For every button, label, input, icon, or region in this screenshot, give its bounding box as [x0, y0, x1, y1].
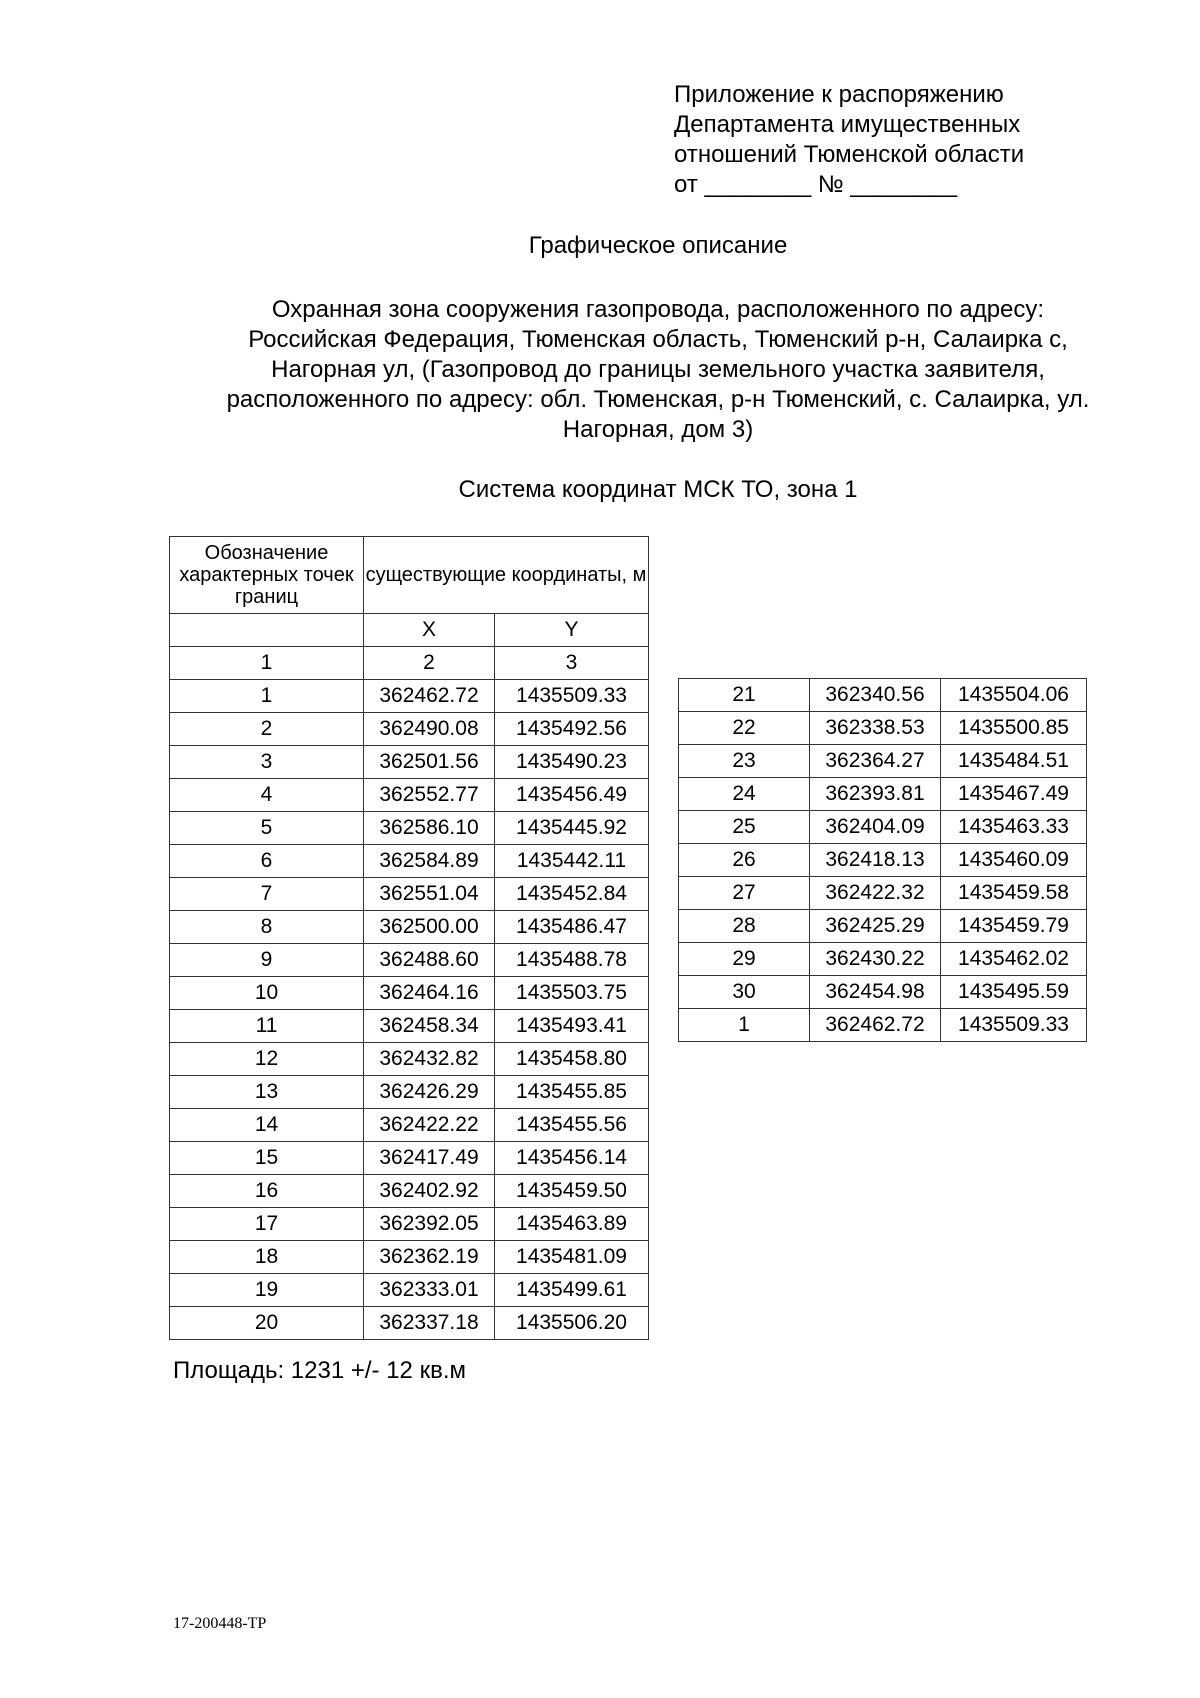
point-number-cell: 25 — [679, 811, 810, 844]
table-row — [679, 778, 1087, 811]
y-coordinate-cell: 1435458.80 — [495, 1043, 649, 1076]
y-coordinate-cell: 1435459.50 — [495, 1175, 649, 1208]
point-number-cell: 18 — [170, 1241, 364, 1274]
x-coordinate-cell: 362500.00 — [364, 911, 495, 944]
zone-description-line: Охранная зона сооружения газопровода, расположенного по адресу: — [271, 296, 1045, 323]
table-row — [170, 779, 649, 812]
x-coordinate-cell: 362393.81 — [810, 778, 941, 811]
x-coordinate-cell: 362340.56 — [810, 679, 941, 712]
x-coordinate-cell: 362490.08 — [364, 713, 495, 746]
y-coordinate-cell: 1435486.47 — [495, 911, 649, 944]
zone-description-line: расположенного по адресу: обл. Тюменская, р-н Тюменский, с. Салаирка, ул. — [226, 386, 1090, 413]
x-coordinate-cell: 362430.22 — [810, 943, 941, 976]
y-coordinate-cell: 1435467.49 — [941, 778, 1087, 811]
header-line: от ________ № ________ — [674, 171, 958, 198]
table-row — [170, 812, 649, 845]
table-row — [170, 845, 649, 878]
document-title: Графическое описание — [528, 232, 788, 259]
column-number-cell: 3 — [495, 647, 649, 680]
y-coordinate-cell: 1435509.33 — [941, 1009, 1087, 1042]
y-coordinate-cell: 1435506.20 — [495, 1307, 649, 1340]
point-number-cell: 7 — [170, 878, 364, 911]
y-coordinate-cell: 1435456.14 — [495, 1142, 649, 1175]
document-number: 17-200448-ТР — [173, 1615, 267, 1632]
point-number-cell: 26 — [679, 844, 810, 877]
x-coordinate-cell: 362417.49 — [364, 1142, 495, 1175]
table-row — [170, 680, 649, 713]
x-coordinate-cell: 362422.22 — [364, 1109, 495, 1142]
y-coordinate-cell: 1435488.78 — [495, 944, 649, 977]
x-coordinate-cell: 362551.04 — [364, 878, 495, 911]
x-coordinate-cell: 362462.72 — [810, 1009, 941, 1042]
y-coordinate-cell: 1435503.75 — [495, 977, 649, 1010]
y-coordinate-cell: 1435493.41 — [495, 1010, 649, 1043]
point-number-cell: 13 — [170, 1076, 364, 1109]
y-coordinate-cell: 1435442.11 — [495, 845, 649, 878]
y-coordinate-cell: 1435484.51 — [941, 745, 1087, 778]
point-number-cell: 1 — [170, 680, 364, 713]
table-row — [679, 811, 1087, 844]
point-number-cell: 11 — [170, 1010, 364, 1043]
table-row — [679, 844, 1087, 877]
header-x-cell: X — [364, 614, 495, 647]
point-number-cell: 4 — [170, 779, 364, 812]
x-coordinate-cell: 362337.18 — [364, 1307, 495, 1340]
table-row — [170, 1175, 649, 1208]
right-table-body — [679, 679, 1087, 1042]
point-number-cell: 3 — [170, 746, 364, 779]
x-coordinate-cell: 362404.09 — [810, 811, 941, 844]
x-coordinate-cell: 362584.89 — [364, 845, 495, 878]
point-number-cell: 20 — [170, 1307, 364, 1340]
table-row — [170, 1076, 649, 1109]
table-row — [679, 712, 1087, 745]
point-number-cell: 12 — [170, 1043, 364, 1076]
x-coordinate-cell: 362364.27 — [810, 745, 941, 778]
table-row — [170, 1010, 649, 1043]
y-coordinate-cell: 1435463.89 — [495, 1208, 649, 1241]
left-table-body — [170, 680, 649, 1340]
x-coordinate-cell: 362333.01 — [364, 1274, 495, 1307]
zone-description — [170, 295, 1146, 445]
y-coordinate-cell: 1435492.56 — [495, 713, 649, 746]
y-coordinate-cell: 1435462.02 — [941, 943, 1087, 976]
header-line: Приложение к распоряжению — [674, 81, 1004, 108]
x-coordinate-cell: 362426.29 — [364, 1076, 495, 1109]
zone-description-line: Российская Федерация, Тюменская область, Тюменский р-н, Салаирка с, — [248, 326, 1068, 353]
x-coordinate-cell: 362392.05 — [364, 1208, 495, 1241]
point-number-cell: 27 — [679, 877, 810, 910]
zone-description-line: Нагорная, дом 3) — [562, 416, 754, 443]
y-coordinate-cell: 1435509.33 — [495, 680, 649, 713]
table-row — [170, 1142, 649, 1175]
point-number-cell: 15 — [170, 1142, 364, 1175]
point-number-cell: 21 — [679, 679, 810, 712]
point-number-cell: 30 — [679, 976, 810, 1009]
x-coordinate-cell: 362488.60 — [364, 944, 495, 977]
coordinates-table-left — [169, 536, 649, 1340]
column-number-row — [170, 647, 649, 680]
header-point-cell: Обозначение характерных точек границ — [170, 537, 364, 614]
x-coordinate-cell: 362422.32 — [810, 877, 941, 910]
point-number-cell: 29 — [679, 943, 810, 976]
table-row — [170, 977, 649, 1010]
table-row — [170, 1307, 649, 1340]
point-number-cell: 22 — [679, 712, 810, 745]
table-row — [679, 910, 1087, 943]
table-row — [679, 877, 1087, 910]
area-label: Площадь: 1231 +/- 12 кв.м — [173, 1357, 466, 1384]
table-row — [170, 944, 649, 977]
table-header-row — [170, 537, 649, 614]
x-coordinate-cell: 362418.13 — [810, 844, 941, 877]
table-row — [170, 1241, 649, 1274]
y-coordinate-cell: 1435445.92 — [495, 812, 649, 845]
y-coordinate-cell: 1435459.58 — [941, 877, 1087, 910]
y-coordinate-cell: 1435463.33 — [941, 811, 1087, 844]
header-line: Департамента имущественных — [674, 111, 1021, 138]
table-row — [170, 878, 649, 911]
table-row — [679, 1009, 1087, 1042]
x-coordinate-cell: 362402.92 — [364, 1175, 495, 1208]
x-coordinate-cell: 362454.98 — [810, 976, 941, 1009]
point-number-cell: 28 — [679, 910, 810, 943]
table-row — [679, 679, 1087, 712]
coordinate-system-label: Система координат МСК ТО, зона 1 — [458, 476, 858, 503]
y-coordinate-cell: 1435495.59 — [941, 976, 1087, 1009]
y-coordinate-cell: 1435460.09 — [941, 844, 1087, 877]
x-coordinate-cell: 362338.53 — [810, 712, 941, 745]
zone-description-line: Нагорная ул, (Газопровод до границы земельного участка заявителя, — [271, 356, 1045, 383]
x-coordinate-cell: 362586.10 — [364, 812, 495, 845]
point-number-cell: 19 — [170, 1274, 364, 1307]
table-row — [679, 976, 1087, 1009]
table-row — [170, 1109, 649, 1142]
table-row — [170, 746, 649, 779]
y-coordinate-cell: 1435499.61 — [495, 1274, 649, 1307]
header-y-cell: Y — [495, 614, 649, 647]
table-row — [170, 1208, 649, 1241]
y-coordinate-cell: 1435452.84 — [495, 878, 649, 911]
point-number-cell: 8 — [170, 911, 364, 944]
x-coordinate-cell: 362432.82 — [364, 1043, 495, 1076]
y-coordinate-cell: 1435481.09 — [495, 1241, 649, 1274]
point-number-cell: 10 — [170, 977, 364, 1010]
point-number-cell: 9 — [170, 944, 364, 977]
empty-cell — [170, 614, 364, 647]
point-number-cell: 1 — [679, 1009, 810, 1042]
point-number-cell: 17 — [170, 1208, 364, 1241]
table-row — [170, 911, 649, 944]
table-row — [679, 943, 1087, 976]
coordinates-table-right — [678, 678, 1087, 1042]
y-coordinate-cell: 1435459.79 — [941, 910, 1087, 943]
column-number-cell: 1 — [170, 647, 364, 680]
x-coordinate-cell: 362552.77 — [364, 779, 495, 812]
point-number-cell: 23 — [679, 745, 810, 778]
y-coordinate-cell: 1435504.06 — [941, 679, 1087, 712]
point-number-cell: 24 — [679, 778, 810, 811]
x-coordinate-cell: 362462.72 — [364, 680, 495, 713]
y-coordinate-cell: 1435490.23 — [495, 746, 649, 779]
x-coordinate-cell: 362458.34 — [364, 1010, 495, 1043]
point-number-cell: 5 — [170, 812, 364, 845]
table-row — [679, 745, 1087, 778]
x-coordinate-cell: 362501.56 — [364, 746, 495, 779]
table-row — [170, 1043, 649, 1076]
y-coordinate-cell: 1435500.85 — [941, 712, 1087, 745]
y-coordinate-cell: 1435455.85 — [495, 1076, 649, 1109]
x-coordinate-cell: 362425.29 — [810, 910, 941, 943]
appendix-header — [674, 80, 1024, 200]
x-coordinate-cell: 362464.16 — [364, 977, 495, 1010]
y-coordinate-cell: 1435456.49 — [495, 779, 649, 812]
header-coords-cell: существующие координаты, м — [364, 537, 649, 614]
table-row — [170, 713, 649, 746]
x-coordinate-cell: 362362.19 — [364, 1241, 495, 1274]
point-number-cell: 14 — [170, 1109, 364, 1142]
point-number-cell: 16 — [170, 1175, 364, 1208]
point-number-cell: 2 — [170, 713, 364, 746]
header-line: отношений Тюменской области — [674, 141, 1025, 168]
point-number-cell: 6 — [170, 845, 364, 878]
table-row — [170, 1274, 649, 1307]
table-subheader-row — [170, 614, 649, 647]
column-number-cell: 2 — [364, 647, 495, 680]
y-coordinate-cell: 1435455.56 — [495, 1109, 649, 1142]
